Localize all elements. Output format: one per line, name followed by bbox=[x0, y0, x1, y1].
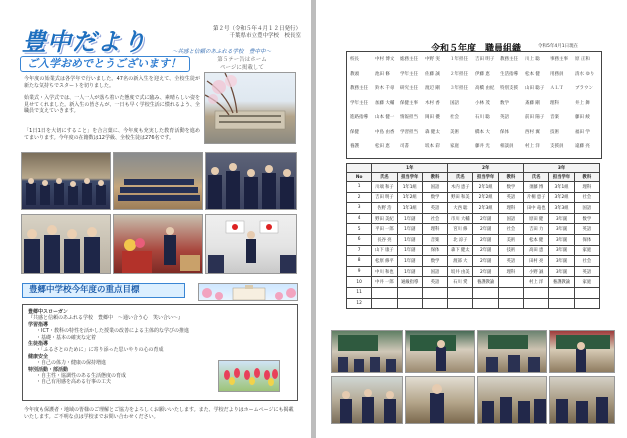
newsletter-page-left bbox=[0, 0, 311, 438]
org-cell: 井上 舞 bbox=[575, 100, 590, 106]
org-cell: 用務員 bbox=[550, 71, 564, 77]
table-cell: 国語 bbox=[422, 182, 447, 193]
homepage-note: 第５テー告はホーム ページに掲載して bbox=[217, 57, 267, 71]
org-row bbox=[350, 85, 627, 94]
table-cell: 数学 bbox=[574, 213, 599, 224]
table-cell bbox=[574, 287, 599, 298]
table-cell: 3年副 bbox=[549, 213, 574, 224]
new-students-photo bbox=[21, 214, 111, 274]
table-cell: 原田 健 bbox=[524, 213, 549, 224]
org-cell: 教頭 bbox=[350, 71, 359, 77]
goal-line: ・自己の体力・健康の保持増進 bbox=[36, 360, 107, 367]
org-cell: 川上 聡 bbox=[525, 57, 540, 62]
table-cell: 社会 bbox=[498, 224, 523, 235]
column-header: 教科 bbox=[498, 173, 523, 182]
org-row bbox=[350, 71, 627, 80]
org-cell: 山田 聡子 bbox=[525, 86, 545, 91]
table-cell: 佐野 浩 bbox=[372, 203, 397, 214]
org-cell: 進路指導 bbox=[350, 115, 368, 120]
org-cell: 学年主任 bbox=[400, 71, 418, 77]
table-cell: 数学 bbox=[422, 192, 447, 203]
table-cell: 2年副 bbox=[473, 266, 498, 277]
table-cell: 田村 亮 bbox=[524, 256, 549, 267]
org-cell: 石川 聡 bbox=[475, 115, 490, 120]
table-cell: 3年副 bbox=[549, 224, 574, 235]
table-cell bbox=[448, 298, 473, 309]
org-cell: 社会 bbox=[450, 115, 459, 120]
classroom-photo bbox=[477, 376, 547, 424]
column-header: No bbox=[347, 173, 372, 182]
table-cell bbox=[498, 287, 523, 298]
table-cell: 社会 bbox=[574, 192, 599, 203]
org-cell: 池田 修 bbox=[375, 71, 390, 77]
stage-flowers-photo bbox=[113, 214, 203, 274]
table-cell: 1年副 bbox=[397, 266, 422, 277]
org-cell: 総務主任 bbox=[400, 57, 418, 62]
org-cell: 数学 bbox=[500, 100, 509, 106]
table-cell: 英語 bbox=[498, 192, 523, 203]
table-cell: 2年3組 bbox=[473, 203, 498, 214]
classroom-photo bbox=[549, 330, 615, 373]
goal-line: 学習指導 bbox=[28, 321, 49, 328]
classroom-photo bbox=[331, 376, 403, 424]
table-cell: 理科 bbox=[498, 266, 523, 277]
table-cell: 理科 bbox=[422, 224, 447, 235]
newsletter-title: 豊中だより bbox=[22, 27, 147, 56]
table-cell bbox=[397, 298, 422, 309]
org-cell: 小林 茂 bbox=[475, 100, 490, 106]
table-cell: 音楽 bbox=[422, 234, 447, 245]
org-cell: 中村 博文 bbox=[375, 57, 395, 62]
org-cell: 岡田 優 bbox=[425, 115, 440, 120]
table-cell: 吉田 明子 bbox=[372, 192, 397, 203]
org-row bbox=[350, 100, 627, 109]
table-cell: 長谷 亮 bbox=[372, 234, 397, 245]
org-cell: 森 健太 bbox=[425, 129, 440, 135]
table-cell: 田中 竜也 bbox=[524, 203, 549, 214]
table-cell: 英語 bbox=[498, 256, 523, 267]
table-cell bbox=[473, 287, 498, 298]
classroom-photo bbox=[549, 376, 615, 424]
org-cell: 教務主任 bbox=[350, 86, 368, 91]
table-row bbox=[347, 245, 600, 256]
table-cell: 国語 bbox=[422, 266, 447, 277]
org-cell: 坂本 彩 bbox=[425, 144, 440, 149]
table-cell: 野田 和美 bbox=[448, 192, 473, 203]
goal-line: ・自主性・協調性のある生活態度の育成 bbox=[36, 373, 127, 380]
classroom-photo bbox=[331, 330, 403, 373]
staff-org-box bbox=[346, 51, 602, 159]
org-cell: 吉田 明子 bbox=[475, 57, 495, 62]
table-cell: 英語 bbox=[422, 203, 447, 214]
table-cell: 1年副 bbox=[397, 213, 422, 224]
org-cell: 学習担当 bbox=[400, 129, 418, 135]
table-cell bbox=[498, 298, 523, 309]
table-cell: 3年3組 bbox=[549, 203, 574, 214]
stage-ceremony-photo bbox=[205, 214, 297, 274]
table-cell: 技術 bbox=[498, 245, 523, 256]
table-cell: 村上 洋 bbox=[524, 277, 549, 288]
table-cell bbox=[524, 287, 549, 298]
org-cell: 生活指導 bbox=[500, 71, 518, 77]
table-cell: 社会 bbox=[574, 256, 599, 267]
org-cell: 佐藤 誠 bbox=[425, 71, 440, 77]
table-cell bbox=[498, 277, 523, 288]
table-cell: 通級指導 bbox=[397, 277, 422, 288]
table-cell: 5 bbox=[347, 224, 372, 235]
table-row bbox=[347, 298, 600, 309]
staff-date: 令和5年4月1日現在 bbox=[538, 44, 579, 49]
table-cell: 須藤 博 bbox=[524, 182, 549, 193]
table-cell: 2年副 bbox=[473, 245, 498, 256]
org-cell: 西村 翼 bbox=[525, 129, 540, 135]
table-cell: 中井 一郎 bbox=[372, 277, 397, 288]
table-cell: 1年副 bbox=[397, 224, 422, 235]
org-cell: 高橋 由紀 bbox=[475, 86, 495, 91]
org-cell: 家庭 bbox=[450, 144, 459, 149]
org-cell: 前田 陽子 bbox=[525, 115, 545, 120]
issue-line: 千葉県市立豊中学校 校長室 bbox=[229, 33, 301, 39]
footer-text: 今年度も保護者・地域の皆様のご理解とご協力をよろしくお願いいたします。また、学校だよりはホームページにも掲載いたします。ご不明な点は学校までお問い合わせください。 bbox=[24, 407, 294, 420]
table-cell: 1年2組 bbox=[397, 192, 422, 203]
table-cell: 木内 恵子 bbox=[448, 182, 473, 193]
table-cell: 1 bbox=[347, 182, 372, 193]
table-cell: 養護教諭 bbox=[473, 277, 498, 288]
table-cell: 2 bbox=[347, 192, 372, 203]
org-cell: 木村 香 bbox=[425, 100, 440, 106]
org-cell: 村上 洋 bbox=[525, 144, 540, 149]
welcome-banner: ご入学おめでとうございます！ bbox=[20, 56, 190, 72]
org-row bbox=[350, 114, 627, 123]
table-cell bbox=[549, 287, 574, 298]
table-cell: 3 bbox=[347, 203, 372, 214]
table-cell bbox=[372, 298, 397, 309]
org-cell: 研究主任 bbox=[400, 86, 418, 91]
table-cell: 保体 bbox=[422, 245, 447, 256]
table-cell: 川端 和子 bbox=[372, 182, 397, 193]
goal-line: 豊郷中スローガン bbox=[28, 309, 68, 315]
goal-line: 特別活動・部活動 bbox=[28, 366, 69, 373]
grade-header: 2年 bbox=[448, 164, 524, 173]
column-header: 担当学年 bbox=[549, 173, 574, 182]
org-cell: 松田 恵 bbox=[375, 144, 390, 149]
table-cell: 1年1組 bbox=[397, 182, 422, 193]
table-cell bbox=[524, 298, 549, 309]
table-cell: 3年副 bbox=[549, 234, 574, 245]
table-cell: 3年副 bbox=[549, 245, 574, 256]
issue-line: 第２号（令和５年４月１２日発行） bbox=[212, 26, 301, 32]
table-cell: 坂井 由美 bbox=[448, 266, 473, 277]
table-cell: 平田 一郎 bbox=[372, 224, 397, 235]
org-cell: 情報担当 bbox=[400, 115, 418, 120]
intro-paragraph: 始業式・入学式では、一人一人が落ち着いた態度で式に臨み、素晴らしい姿を見せてくれました。新入生の皆さんが、一日も早く学校生活に慣れるよう、全職員で支えていきます。 bbox=[24, 95, 200, 114]
table-cell bbox=[397, 287, 422, 298]
table-cell: 1年3組 bbox=[397, 203, 422, 214]
table-cell: 数学 bbox=[422, 256, 447, 267]
table-cell: 英語 bbox=[574, 224, 599, 235]
table-row bbox=[347, 277, 600, 288]
table-cell: 中川 和也 bbox=[372, 266, 397, 277]
goal-line: 『共感と信頼のあふれる学校 豊郷中 〜通い合う心 笑い合い〜』 bbox=[28, 315, 184, 322]
table-cell: 2年2組 bbox=[473, 192, 498, 203]
table-cell: 保体 bbox=[574, 234, 599, 245]
table-cell: 2年副 bbox=[473, 224, 498, 235]
org-cell: 国語 bbox=[450, 100, 459, 106]
table-row bbox=[347, 203, 600, 214]
org-cell: 山本 健一 bbox=[375, 115, 395, 120]
table-cell: 理科 bbox=[574, 182, 599, 193]
classroom-photo bbox=[405, 330, 475, 373]
org-cell: 美術 bbox=[450, 129, 459, 135]
column-header: 教科 bbox=[574, 173, 599, 182]
org-cell: ＡＬＴ bbox=[550, 86, 564, 91]
table-row bbox=[347, 234, 600, 245]
table-cell bbox=[473, 298, 498, 309]
staff-table bbox=[346, 163, 600, 309]
school-illustration bbox=[198, 283, 298, 301]
org-cell: 養護 bbox=[350, 144, 359, 149]
table-cell: 2年副 bbox=[473, 234, 498, 245]
intro-paragraph: 今年度の始業式は各学年で行いました。47名の新入生を迎えて、全校生徒が新たな気持ちでスタートを切りました。 bbox=[24, 76, 200, 89]
table-cell: 3年副 bbox=[549, 266, 574, 277]
table-cell: 9 bbox=[347, 266, 372, 277]
table-cell: 片桐 恵子 bbox=[524, 192, 549, 203]
goal-line: ・自己有用感を高める行事の工夫 bbox=[36, 379, 112, 386]
org-cell: 学年主任 bbox=[350, 100, 368, 106]
table-row bbox=[347, 213, 600, 224]
table-cell: 7 bbox=[347, 245, 372, 256]
classroom-photo bbox=[405, 376, 475, 424]
school-building-photo bbox=[204, 72, 296, 144]
org-cell: 支援員 bbox=[550, 144, 564, 149]
table-cell: 家庭 bbox=[574, 277, 599, 288]
table-cell: 2年1組 bbox=[473, 182, 498, 193]
table-cell: 高田 恵 bbox=[524, 245, 549, 256]
table-cell: 市川 大輔 bbox=[448, 213, 473, 224]
org-cell: 司書 bbox=[400, 144, 409, 149]
table-cell: 大西 聡 bbox=[448, 203, 473, 214]
org-row bbox=[350, 129, 627, 138]
org-cell: 事務主事 bbox=[550, 57, 568, 62]
ceremony-photo bbox=[21, 152, 111, 210]
org-cell: 藤井 光 bbox=[475, 144, 490, 149]
table-row bbox=[347, 266, 600, 277]
table-cell: 社会 bbox=[422, 213, 447, 224]
table-cell: 国語 bbox=[574, 203, 599, 214]
org-cell: 英語 bbox=[500, 115, 509, 120]
org-cell: 保体 bbox=[500, 129, 509, 135]
table-cell: 森下 健太 bbox=[448, 245, 473, 256]
table-cell: 小野 誠 bbox=[524, 266, 549, 277]
org-cell: 松本 健 bbox=[525, 71, 540, 77]
table-cell: 吉田 力 bbox=[524, 224, 549, 235]
table-cell: 英語 bbox=[574, 266, 599, 277]
table-cell bbox=[448, 287, 473, 298]
column-header: 氏名 bbox=[372, 173, 397, 182]
org-cell: 音楽 bbox=[550, 115, 559, 120]
org-cell: １年担任 bbox=[450, 57, 468, 62]
org-cell: 鈴木 千尋 bbox=[375, 86, 395, 91]
org-cell: 中島 由香 bbox=[375, 129, 395, 135]
table-cell: 10 bbox=[347, 277, 372, 288]
table-cell: 6 bbox=[347, 234, 372, 245]
table-cell: 3年1組 bbox=[549, 182, 574, 193]
table-cell: 北 涼子 bbox=[448, 234, 473, 245]
table-cell: 数学 bbox=[498, 182, 523, 193]
grade-header: 1年 bbox=[372, 164, 448, 173]
org-cell: 理科 bbox=[550, 100, 559, 106]
table-cell: 家庭 bbox=[574, 245, 599, 256]
goal-line: 生徒指導 bbox=[28, 341, 49, 348]
table-cell: 松原 修平 bbox=[372, 256, 397, 267]
table-cell: 松本 健 bbox=[524, 234, 549, 245]
table-cell: 石川 愛 bbox=[448, 277, 473, 288]
goal-line: ・「ふるさとのために」に寄り添った思いやりの心の育成 bbox=[36, 347, 164, 354]
table-cell: 12 bbox=[347, 298, 372, 309]
column-header: 氏名 bbox=[524, 173, 549, 182]
org-cell: 清水 ゆり bbox=[575, 71, 595, 77]
table-cell: 理科 bbox=[498, 203, 523, 214]
table-cell: 美術 bbox=[498, 234, 523, 245]
org-cell: 遠藤 亮 bbox=[575, 144, 590, 149]
table-cell bbox=[372, 287, 397, 298]
org-cell: 伊藤 恵 bbox=[475, 71, 490, 77]
table-cell: 渡部 大 bbox=[448, 256, 473, 267]
org-cell: ２年担任 bbox=[450, 71, 468, 77]
students-seated-photo bbox=[205, 152, 297, 210]
org-cell: 相談員 bbox=[500, 144, 514, 149]
table-row bbox=[347, 287, 600, 298]
grade-header: 3年 bbox=[524, 164, 600, 173]
table-cell: 3年副 bbox=[549, 256, 574, 267]
table-cell: 1年副 bbox=[397, 234, 422, 245]
gym-assembly-photo bbox=[113, 152, 203, 210]
table-cell: 8 bbox=[347, 256, 372, 267]
table-cell: 4 bbox=[347, 213, 372, 224]
table-cell: 養護教諭 bbox=[549, 277, 574, 288]
org-cell: 特別支援 bbox=[500, 86, 518, 91]
table-row bbox=[347, 192, 600, 203]
org-cell: 保健 bbox=[350, 129, 359, 135]
org-cell: 保健主事 bbox=[400, 100, 418, 106]
org-cell: 橋本 大 bbox=[475, 129, 490, 135]
column-header: 教科 bbox=[422, 173, 447, 182]
grade-header bbox=[347, 164, 372, 173]
table-row bbox=[347, 256, 600, 267]
org-cell: 校長 bbox=[350, 57, 359, 62]
table-cell: 2年副 bbox=[473, 213, 498, 224]
org-cell: 原 正和 bbox=[575, 57, 590, 62]
org-cell: 渡辺 剛 bbox=[425, 86, 440, 91]
org-cell: ３年担任 bbox=[450, 86, 468, 91]
org-cell: 技術 bbox=[550, 129, 559, 135]
table-cell: 2年副 bbox=[473, 256, 498, 267]
org-cell: 福田 学 bbox=[575, 129, 590, 135]
table-cell: 宮川 修 bbox=[448, 224, 473, 235]
goal-line: ・ICT・教科の特性を活かした授業の改善による主体的な学びの推進 bbox=[36, 328, 190, 335]
column-header: 担当学年 bbox=[473, 173, 498, 182]
org-cell: 教務主任 bbox=[500, 57, 518, 62]
column-header: 担当学年 bbox=[397, 173, 422, 182]
org-cell: ブラウン bbox=[575, 86, 593, 91]
org-cell: 藤田 綾 bbox=[575, 115, 590, 120]
table-cell: 山下 康子 bbox=[372, 245, 397, 256]
table-cell: 1年副 bbox=[397, 256, 422, 267]
table-cell bbox=[422, 298, 447, 309]
table-cell: 国語 bbox=[498, 213, 523, 224]
table-cell: 野田 美紀 bbox=[372, 213, 397, 224]
table-cell: 1年副 bbox=[397, 245, 422, 256]
goal-line: ・基礎・基本の確実な定着 bbox=[36, 334, 97, 341]
org-row bbox=[350, 56, 627, 65]
column-header: 氏名 bbox=[448, 173, 473, 182]
org-cell: 中野 実 bbox=[425, 57, 440, 62]
goals-heading: 豊郷中学校今年度の重点目標 bbox=[22, 283, 185, 298]
slogan: 〜共感と信頼のあふれる学校 豊中中〜 bbox=[172, 49, 272, 55]
staff-organization-title: 令和５年度 職員組織 bbox=[430, 44, 521, 54]
table-cell bbox=[549, 298, 574, 309]
tulip-photo bbox=[218, 360, 280, 392]
table-cell: 英語 bbox=[422, 277, 447, 288]
table-cell bbox=[574, 298, 599, 309]
classroom-photo bbox=[477, 330, 547, 373]
org-cell: 加藤 大輔 bbox=[375, 100, 395, 106]
table-row bbox=[347, 224, 600, 235]
table-cell: 11 bbox=[347, 287, 372, 298]
table-cell bbox=[422, 287, 447, 298]
org-cell: 斎藤 剛 bbox=[525, 100, 540, 106]
issue-info bbox=[206, 26, 301, 40]
intro-paragraph: 「1日1日を大切にすること」を合言葉に、今年度も充実した教育活動を進めてまいります。今年度の在籍数は12学級、全校生徒は276名です。 bbox=[24, 128, 200, 141]
table-cell: 3年2組 bbox=[549, 192, 574, 203]
goal-line: 健康安全 bbox=[28, 353, 49, 360]
org-row bbox=[350, 143, 627, 152]
table-row bbox=[347, 182, 600, 193]
